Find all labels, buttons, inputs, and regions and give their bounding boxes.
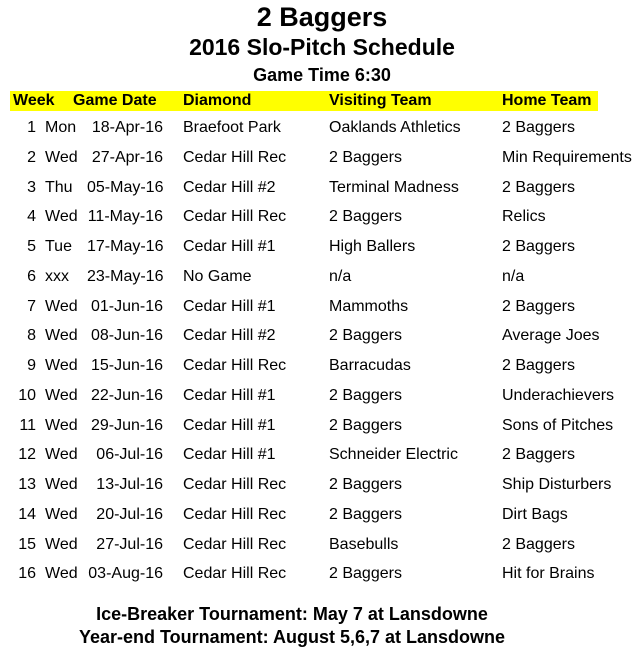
diamond-cell: Cedar Hill Rec: [183, 535, 287, 553]
home-team-cell: Sons of Pitches: [502, 416, 614, 434]
home-team-cell: 2 Baggers: [502, 178, 575, 196]
table-row: [0, 144, 644, 172]
table-row: [0, 322, 644, 350]
day-cell: Wed: [45, 535, 78, 553]
week-cell: 15: [18, 535, 36, 553]
visiting-team-cell: 2 Baggers: [329, 476, 402, 493]
week-cell: 1: [27, 119, 36, 136]
home-team-cell: 2 Baggers: [502, 446, 575, 464]
home-team-cell: Underachievers: [502, 386, 615, 404]
table-row: [0, 531, 644, 559]
week-cell: 10: [18, 386, 36, 404]
visiting-team-cell: n/a: [329, 267, 352, 285]
home-team-cell: n/a: [502, 267, 525, 285]
diamond-cell: Cedar Hill Rec: [183, 148, 287, 166]
date-cell: 23-May-16: [87, 267, 164, 285]
visiting-team-cell: Mammoths: [329, 297, 409, 315]
day-cell: Wed: [45, 476, 78, 493]
visiting-team-cell: High Ballers: [329, 238, 416, 255]
date-cell: 29-Jun-16: [90, 416, 163, 434]
visiting-team-cell: 2 Baggers: [329, 148, 402, 166]
week-cell: 5: [27, 238, 36, 255]
day-cell: Wed: [45, 357, 78, 374]
diamond-cell: Cedar Hill #1: [183, 238, 276, 255]
table-row: [0, 441, 644, 469]
day-cell: xxx: [45, 267, 69, 285]
table-row: [0, 203, 644, 231]
day-cell: Wed: [45, 565, 78, 583]
week-cell: 8: [27, 327, 36, 345]
week-cell: 6: [27, 267, 36, 285]
day-cell: Wed: [45, 505, 78, 523]
home-team-cell: Min Requirements: [502, 148, 632, 166]
diamond-cell: Cedar Hill #2: [183, 178, 276, 196]
table-header: [10, 91, 598, 111]
table-row: [0, 174, 644, 202]
table-row: [0, 293, 644, 321]
day-cell: Tue: [45, 238, 72, 255]
table-row: [0, 412, 644, 440]
home-team-cell: Average Joes: [502, 327, 600, 345]
game-time: Game Time 6:30: [253, 65, 391, 85]
diamond-cell: Braefoot Park: [183, 119, 281, 136]
home-team-cell: 2 Baggers: [502, 238, 575, 255]
date-cell: 20-Jul-16: [96, 505, 163, 523]
home-team-cell: Hit for Brains: [502, 565, 595, 583]
diamond-cell: Cedar Hill #1: [183, 386, 276, 404]
day-cell: Thu: [45, 178, 73, 196]
table-row: [0, 382, 644, 410]
day-cell: Wed: [45, 297, 78, 315]
day-cell: Wed: [45, 416, 78, 434]
week-cell: 7: [27, 297, 36, 315]
table-row: [0, 263, 644, 291]
diamond-cell: Cedar Hill #2: [183, 327, 276, 345]
home-team-cell: 2 Baggers: [502, 357, 575, 374]
date-cell: 15-Jun-16: [90, 357, 163, 374]
day-cell: Wed: [45, 386, 78, 404]
date-cell: 11-May-16: [87, 208, 163, 226]
diamond-cell: Cedar Hill Rec: [183, 357, 287, 374]
diamond-cell: Cedar Hill #1: [183, 446, 276, 464]
diamond-cell: Cedar Hill #1: [183, 297, 276, 315]
header-visiting-team: Visiting Team: [329, 92, 432, 109]
week-cell: 9: [27, 357, 36, 374]
header-week: Week: [13, 92, 55, 109]
day-cell: Wed: [45, 148, 78, 166]
header-home-team: Home Team: [502, 92, 592, 109]
schedule-title: 2 Baggers: [256, 2, 388, 32]
home-team-cell: 2 Baggers: [502, 119, 575, 136]
visiting-team-cell: 2 Baggers: [329, 327, 402, 345]
diamond-cell: Cedar Hill Rec: [183, 208, 287, 226]
week-cell: 2: [27, 148, 36, 166]
visiting-team-cell: Terminal Madness: [329, 178, 459, 196]
date-cell: 22-Jun-16: [90, 386, 163, 404]
icebreaker-note: Ice-Breaker Tournament: May 7 at Lansdowne: [96, 604, 488, 624]
week-cell: 14: [18, 505, 36, 523]
date-cell: 08-Jun-16: [90, 327, 163, 345]
week-cell: 12: [18, 446, 36, 464]
diamond-cell: Cedar Hill Rec: [183, 476, 287, 493]
day-cell: Wed: [45, 327, 78, 345]
week-cell: 3: [27, 178, 36, 196]
date-cell: 17-May-16: [87, 238, 164, 255]
week-cell: 16: [18, 565, 36, 583]
home-team-cell: Dirt Bags: [502, 505, 568, 523]
date-cell: 06-Jul-16: [96, 446, 163, 464]
week-cell: 13: [18, 476, 36, 493]
visiting-team-cell: 2 Baggers: [329, 386, 402, 404]
year-end-note: Year-end Tournament: August 5,6,7 at Lansdowne: [78, 627, 506, 647]
diamond-cell: Cedar Hill Rec: [183, 505, 287, 523]
visiting-team-cell: 2 Baggers: [329, 505, 402, 523]
visiting-team-cell: 2 Baggers: [329, 565, 402, 583]
home-team-cell: Ship Disturbers: [502, 476, 612, 493]
schedule-subtitle: 2016 Slo-Pitch Schedule: [189, 34, 455, 60]
visiting-team-cell: 2 Baggers: [329, 208, 402, 226]
visiting-team-cell: Basebulls: [329, 535, 399, 553]
table-row: [0, 114, 644, 142]
date-cell: 27-Apr-16: [91, 148, 163, 166]
day-cell: Mon: [45, 119, 77, 136]
diamond-cell: Cedar Hill #1: [183, 416, 276, 434]
table-row: [0, 233, 644, 261]
date-cell: 03-Aug-16: [88, 565, 163, 583]
table-row: [0, 352, 644, 380]
home-team-cell: Relics: [502, 208, 546, 226]
date-cell: 18-Apr-16: [91, 119, 163, 136]
week-cell: 11: [19, 416, 36, 434]
header-game-date: Game Date: [73, 92, 157, 109]
diamond-cell: No Game: [183, 267, 252, 285]
table-row: [0, 471, 644, 499]
home-team-cell: 2 Baggers: [502, 297, 575, 315]
week-cell: 4: [27, 208, 36, 226]
table-row: [0, 560, 644, 588]
visiting-team-cell: 2 Baggers: [329, 416, 402, 434]
date-cell: 05-May-16: [87, 178, 164, 196]
home-team-cell: 2 Baggers: [502, 535, 575, 553]
diamond-cell: Cedar Hill Rec: [183, 565, 287, 583]
visiting-team-cell: Schneider Electric: [329, 446, 458, 464]
day-cell: Wed: [45, 208, 78, 226]
date-cell: 27-Jul-16: [96, 535, 163, 553]
day-cell: Wed: [45, 446, 78, 464]
date-cell: 01-Jun-16: [90, 297, 163, 315]
visiting-team-cell: Barracudas: [329, 357, 411, 374]
visiting-team-cell: Oaklands Athletics: [329, 119, 461, 136]
date-cell: 13-Jul-16: [96, 476, 163, 493]
header-diamond: Diamond: [183, 92, 252, 109]
table-row: [0, 501, 644, 529]
